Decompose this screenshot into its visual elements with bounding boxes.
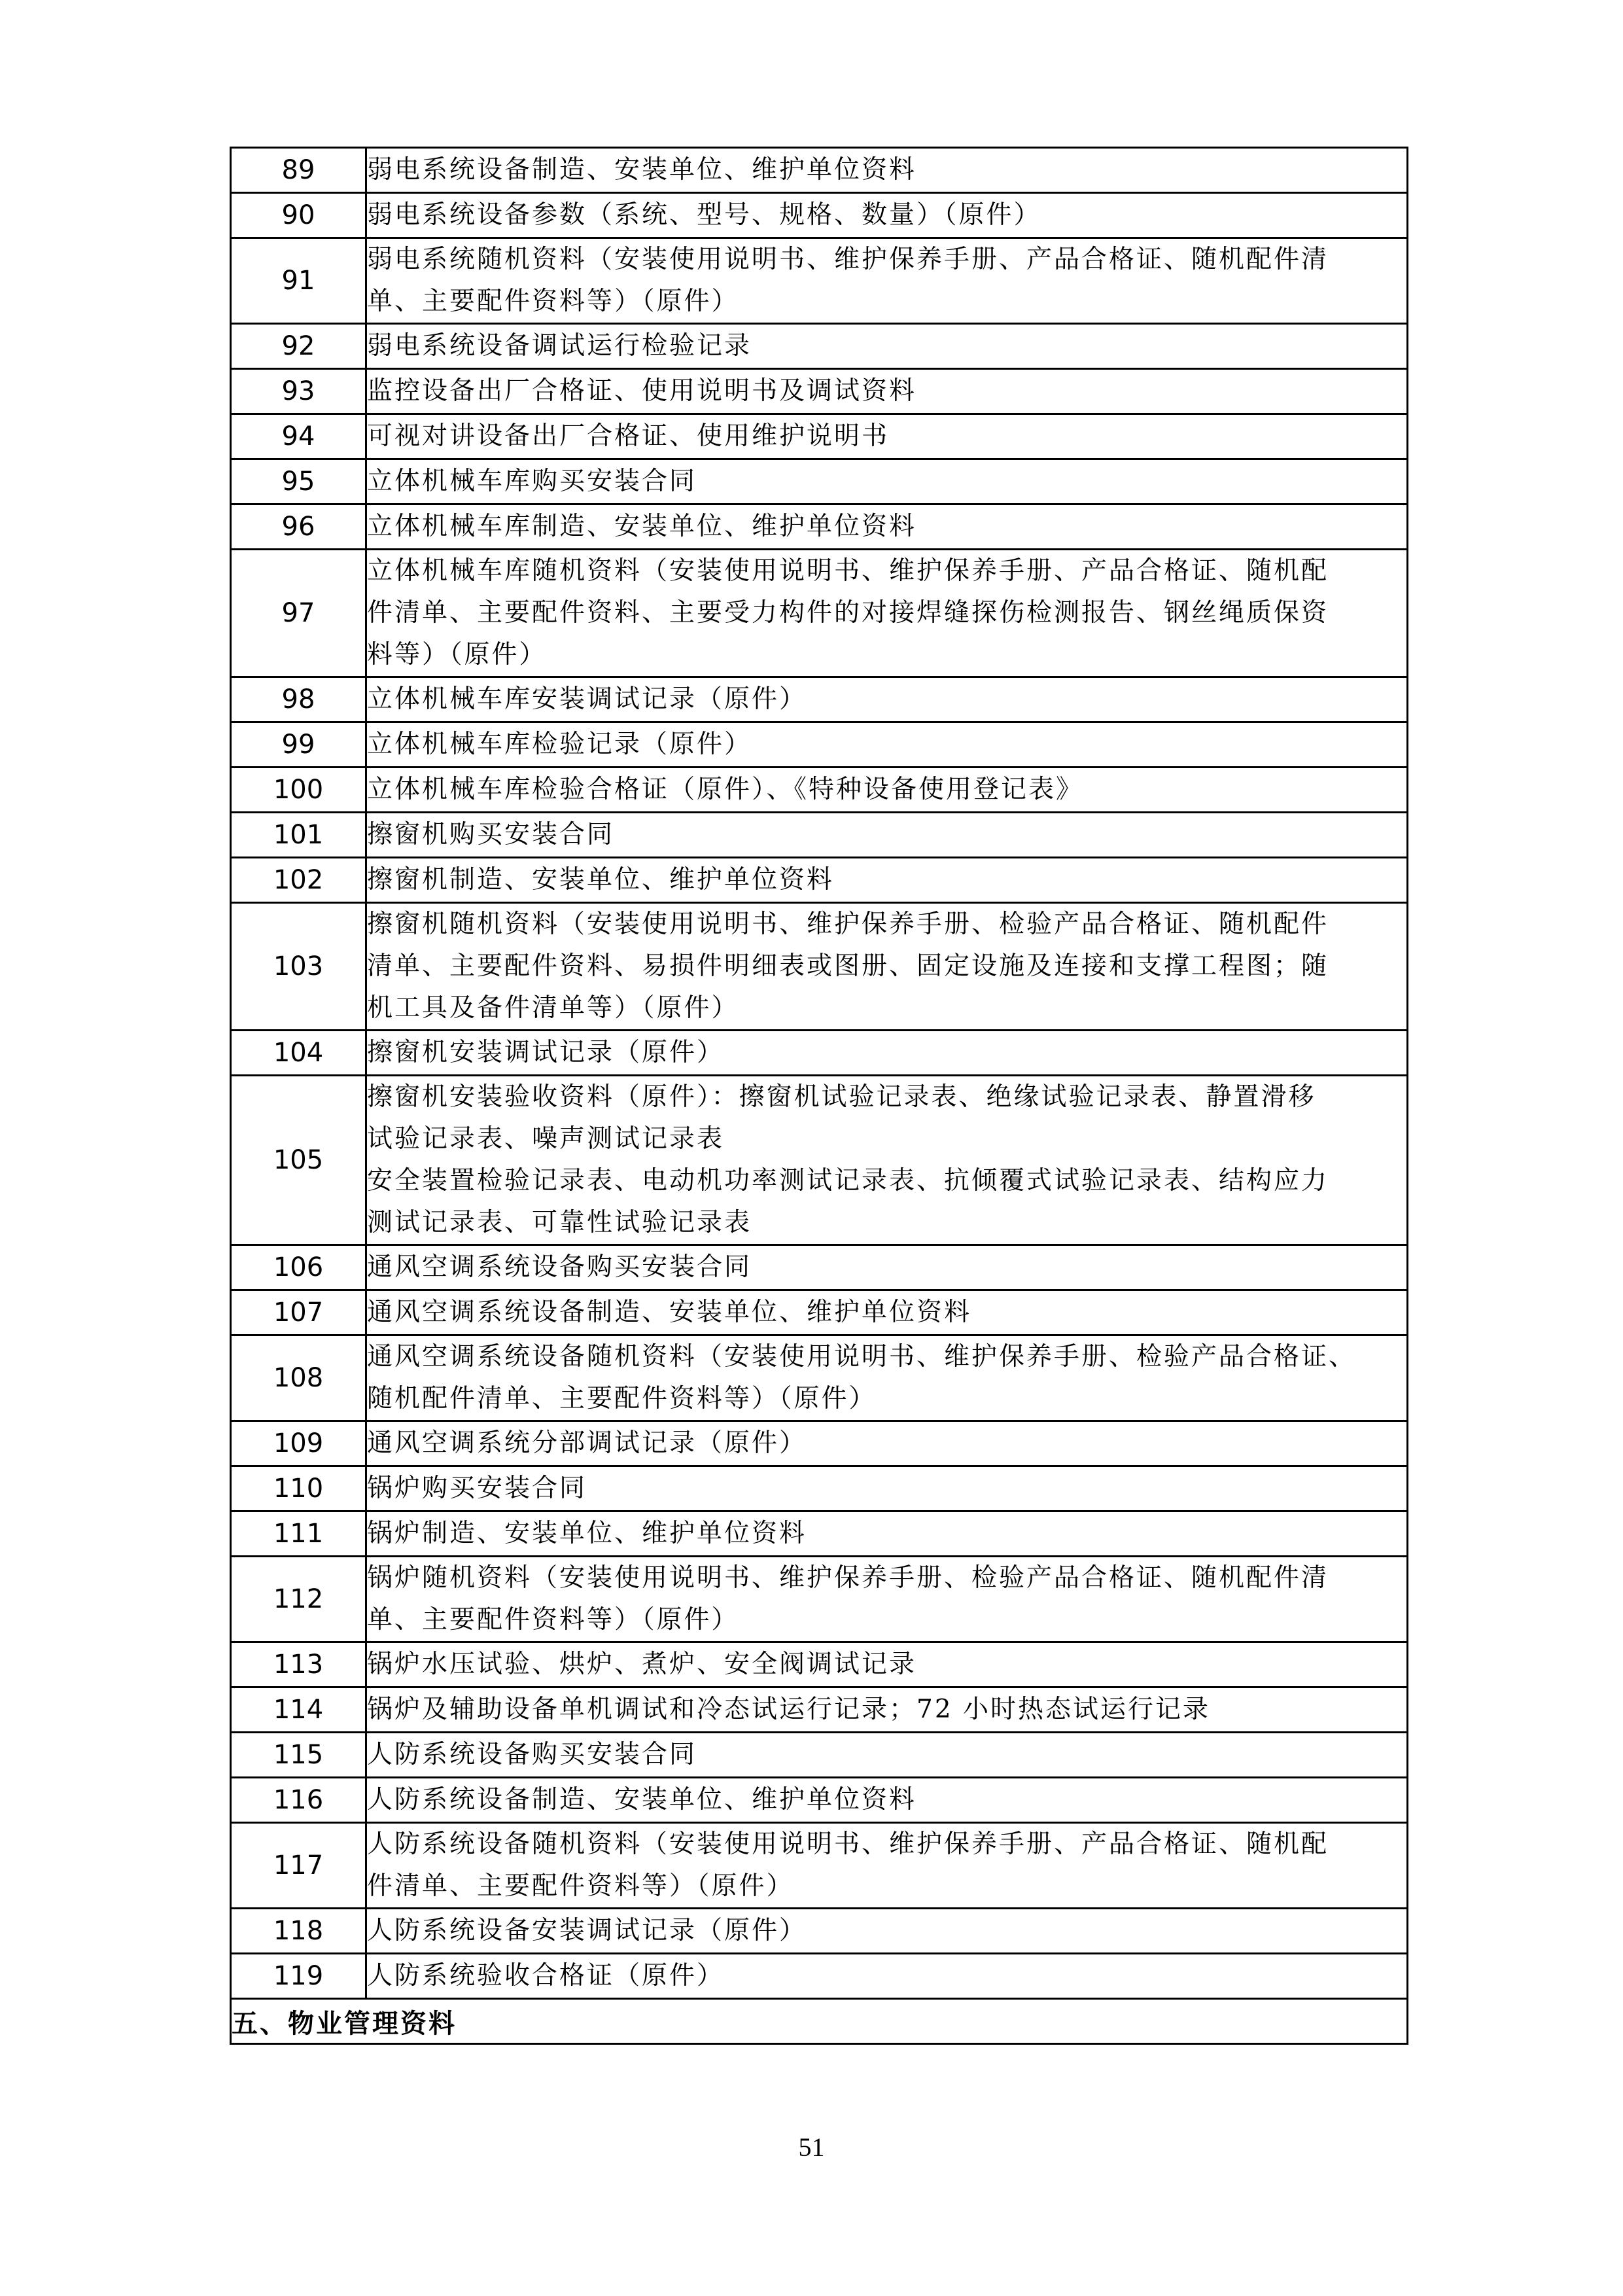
description-line: 擦窗机安装调试记录（原件）	[367, 1038, 725, 1067]
description-line: 人防系统设备随机资料（安装使用说明书、维护保养手册、产品合格证、随机配	[367, 1829, 1329, 1859]
item-number: 112	[231, 1557, 366, 1642]
table-row	[231, 238, 1408, 324]
description-line: 可视对讲设备出厂合格证、使用维护说明书	[367, 421, 890, 451]
description-line: 擦窗机随机资料（安装使用说明书、维护保养手册、检验产品合格证、随机配件	[367, 910, 1329, 939]
item-number: 102	[231, 858, 366, 903]
table-row	[231, 504, 1408, 550]
table-body	[231, 148, 1408, 2044]
item-description	[366, 903, 1408, 1031]
item-number: 93	[231, 369, 366, 414]
table-row	[231, 1954, 1408, 1999]
description-line: 单、主要配件资料等）（原件）	[367, 287, 739, 316]
description-line: 试验记录表、噪声测试记录表	[367, 1124, 725, 1154]
item-number: 92	[231, 324, 366, 369]
item-description	[366, 1909, 1408, 1954]
description-line: 件清单、主要配件资料、主要受力构件的对接焊缝探伤检测报告、钢丝绳质保资	[367, 598, 1329, 627]
item-number: 113	[231, 1642, 366, 1687]
item-description	[366, 1823, 1408, 1909]
description-line: 弱电系统设备参数（系统、型号、规格、数量）（原件）	[367, 200, 1041, 230]
table-row	[231, 1642, 1408, 1687]
item-number: 97	[231, 550, 366, 677]
item-description	[366, 1778, 1408, 1823]
section-heading: 五、物业管理资料	[231, 1999, 1408, 2044]
item-description	[366, 1687, 1408, 1733]
description-line: 擦窗机安装验收资料（原件）：擦窗机试验记录表、绝缘试验记录表、静置滑移	[367, 1082, 1316, 1112]
description-line: 锅炉及辅助设备单机调试和冷态试运行记录；72 小时热态试运行记录	[367, 1695, 1211, 1724]
description-line: 通风空调系统设备制造、安装单位、维护单位资料	[367, 1298, 972, 1327]
description-line: 锅炉随机资料（安装使用说明书、维护保养手册、检验产品合格证、随机配件清	[367, 1563, 1329, 1593]
table-row	[231, 768, 1408, 813]
table-row	[231, 1076, 1408, 1245]
description-line: 锅炉购买安装合同	[367, 1474, 587, 1503]
table-row	[231, 1511, 1408, 1557]
item-description	[366, 858, 1408, 903]
table-row	[231, 1031, 1408, 1076]
description-line: 弱电系统设备制造、安装单位、维护单位资料	[367, 155, 917, 185]
item-description	[366, 768, 1408, 813]
page-number: 51	[798, 2132, 825, 2162]
table-row	[231, 324, 1408, 369]
description-line: 弱电系统随机资料（安装使用说明书、维护保养手册、产品合格证、随机配件清	[367, 245, 1329, 274]
item-number: 100	[231, 768, 366, 813]
description-line: 人防系统验收合格证（原件）	[367, 1961, 725, 1990]
description-line: 立体机械车库检验合格证（原件）、《特种设备使用登记表》	[367, 775, 1084, 804]
table-row	[231, 677, 1408, 722]
item-description	[366, 1335, 1408, 1421]
item-number: 116	[231, 1778, 366, 1823]
item-description	[366, 1076, 1408, 1245]
table-row	[231, 1466, 1408, 1511]
item-number: 104	[231, 1031, 366, 1076]
item-number: 91	[231, 238, 366, 324]
item-description	[366, 1031, 1408, 1076]
item-number: 118	[231, 1909, 366, 1954]
item-description	[366, 1511, 1408, 1557]
table-row	[231, 414, 1408, 459]
item-description	[366, 369, 1408, 414]
table-row	[231, 1778, 1408, 1823]
item-number: 115	[231, 1733, 366, 1778]
table-row	[231, 1245, 1408, 1290]
table-row	[231, 858, 1408, 903]
description-line: 人防系统设备购买安装合同	[367, 1740, 697, 1769]
description-line: 擦窗机购买安装合同	[367, 820, 615, 849]
description-line: 机工具及备件清单等）（原件）	[367, 993, 739, 1023]
description-line: 料等）（原件）	[367, 640, 547, 669]
item-number: 117	[231, 1823, 366, 1909]
item-number: 95	[231, 459, 366, 504]
item-description	[366, 677, 1408, 722]
item-number: 108	[231, 1335, 366, 1421]
item-number: 110	[231, 1466, 366, 1511]
table-row	[231, 550, 1408, 677]
item-number: 109	[231, 1421, 366, 1466]
item-description	[366, 1642, 1408, 1687]
table-row	[231, 1909, 1408, 1954]
table-row	[231, 1687, 1408, 1733]
table-row	[231, 722, 1408, 768]
item-description	[366, 324, 1408, 369]
description-line: 件清单、主要配件资料等）（原件）	[367, 1871, 794, 1901]
item-description	[366, 813, 1408, 858]
item-number: 105	[231, 1076, 366, 1245]
description-line: 锅炉水压试验、烘炉、煮炉、安全阀调试记录	[367, 1650, 917, 1679]
table-row	[231, 1823, 1408, 1909]
section-heading-row	[231, 1999, 1408, 2044]
item-description	[366, 1290, 1408, 1335]
description-line: 弱电系统设备调试运行检验记录	[367, 331, 752, 361]
description-line: 锅炉制造、安装单位、维护单位资料	[367, 1519, 807, 1548]
item-number: 107	[231, 1290, 366, 1335]
description-line: 通风空调系统设备购买安装合同	[367, 1252, 752, 1282]
description-line: 随机配件清单、主要配件资料等）（原件）	[367, 1384, 877, 1413]
item-number: 101	[231, 813, 366, 858]
description-line: 立体机械车库购买安装合同	[367, 467, 697, 496]
description-line: 人防系统设备制造、安装单位、维护单位资料	[367, 1785, 917, 1814]
description-line: 立体机械车库安装调试记录（原件）	[367, 684, 807, 714]
item-description	[366, 193, 1408, 238]
description-line: 监控设备出厂合格证、使用说明书及调试资料	[367, 376, 917, 406]
description-line: 安全装置检验记录表、电动机功率测试记录表、抗倾覆式试验记录表、结构应力	[367, 1166, 1329, 1195]
table-row	[231, 1335, 1408, 1421]
item-description	[366, 722, 1408, 768]
table-row	[231, 1557, 1408, 1642]
description-line: 擦窗机制造、安装单位、维护单位资料	[367, 865, 835, 894]
item-description	[366, 148, 1408, 193]
item-description	[366, 1421, 1408, 1466]
table-row	[231, 903, 1408, 1031]
item-number: 96	[231, 504, 366, 550]
item-description	[366, 414, 1408, 459]
item-number: 89	[231, 148, 366, 193]
item-number: 90	[231, 193, 366, 238]
item-description	[366, 504, 1408, 550]
document-checklist-table	[230, 147, 1408, 2045]
description-line: 立体机械车库检验记录（原件）	[367, 730, 752, 759]
table-row	[231, 1421, 1408, 1466]
table-row	[231, 813, 1408, 858]
item-description	[366, 1245, 1408, 1290]
description-line: 清单、主要配件资料、易损件明细表或图册、固定设施及连接和支撑工程图；随	[367, 951, 1329, 981]
table-row	[231, 1290, 1408, 1335]
item-number: 103	[231, 903, 366, 1031]
item-number: 94	[231, 414, 366, 459]
item-number: 114	[231, 1687, 366, 1733]
item-description	[366, 1557, 1408, 1642]
item-number: 119	[231, 1954, 366, 1999]
item-number: 98	[231, 677, 366, 722]
item-description	[366, 238, 1408, 324]
item-description	[366, 550, 1408, 677]
table-row	[231, 193, 1408, 238]
item-description	[366, 1733, 1408, 1778]
description-line: 测试记录表、可靠性试验记录表	[367, 1208, 752, 1237]
item-number: 99	[231, 722, 366, 768]
item-description	[366, 1954, 1408, 1999]
description-line: 立体机械车库随机资料（安装使用说明书、维护保养手册、产品合格证、随机配	[367, 556, 1329, 586]
item-number: 111	[231, 1511, 366, 1557]
table-row	[231, 459, 1408, 504]
item-description	[366, 1466, 1408, 1511]
table-row	[231, 148, 1408, 193]
description-line: 人防系统设备安装调试记录（原件）	[367, 1916, 807, 1945]
table-row	[231, 1733, 1408, 1778]
description-line: 通风空调系统设备随机资料（安装使用说明书、维护保养手册、检验产品合格证、	[367, 1342, 1357, 1371]
item-number: 106	[231, 1245, 366, 1290]
description-line: 立体机械车库制造、安装单位、维护单位资料	[367, 512, 917, 541]
table-row	[231, 369, 1408, 414]
item-description	[366, 459, 1408, 504]
description-line: 通风空调系统分部调试记录（原件）	[367, 1428, 807, 1458]
description-line: 单、主要配件资料等）（原件）	[367, 1605, 739, 1634]
